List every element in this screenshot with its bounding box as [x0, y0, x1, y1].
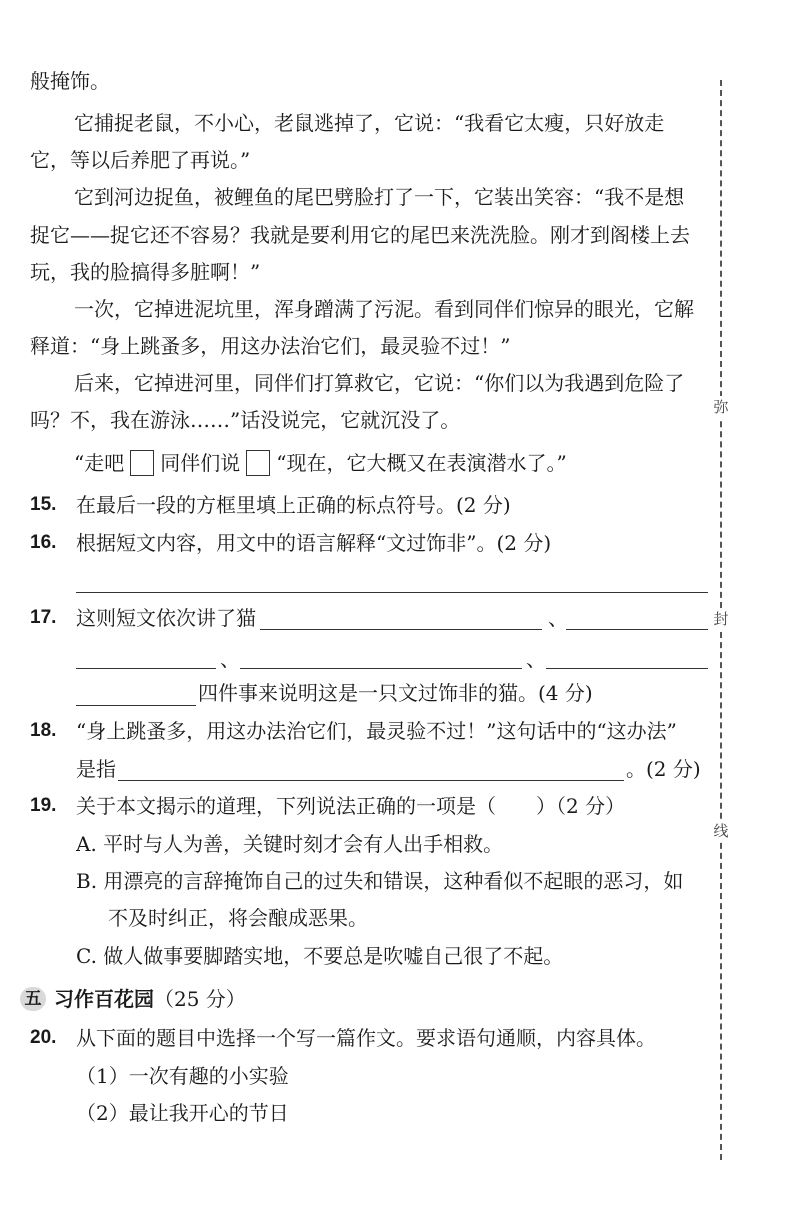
essay-option-2: （2）最让我开心的节日 — [76, 1101, 289, 1125]
answer-line[interactable] — [76, 668, 216, 669]
passage-line: 吗？不，我在游泳……”话没说完，它就沉没了。 — [30, 408, 461, 432]
passage-last-line — [74, 448, 567, 478]
option-a[interactable]: A. 平时与人为善，关键时刻才会有人出手相救。 — [76, 832, 504, 856]
passage-line: 后来，它掉进河里，同伴们打算救它，它说：“你们以为我遇到危险了 — [74, 371, 685, 395]
question-number: 17. — [30, 607, 57, 628]
passage-line: 它到河边捉鱼，被鲤鱼的尾巴劈脸打了一下，它装出笑容：“我不是想 — [74, 185, 685, 209]
passage-text: 同伴们说 — [160, 451, 241, 475]
option-b-continued: 不及时纠正，将会酿成恶果。 — [108, 906, 368, 930]
question-number: 16. — [30, 532, 57, 553]
separator: 、 — [548, 606, 568, 630]
passage-line: 它捕捉老鼠，不小心，老鼠逃掉了，它说：“我看它太瘦，只好放走 — [74, 111, 665, 135]
section-title-text: 习作百花园 — [54, 989, 154, 1011]
question-text: 关于本文揭示的道理，下列说法正确的一项是（ ）（2 分） — [76, 794, 626, 818]
passage-line: 玩，我的脸搞得多脏啊！” — [30, 260, 261, 284]
seal-label: 线 — [710, 820, 732, 842]
question-text: 在最后一段的方框里填上正确的标点符号。(2 分) — [76, 493, 511, 517]
section-badge: 五 — [20, 987, 46, 1011]
essay-option-1: （1）一次有趣的小实验 — [76, 1064, 289, 1088]
question-number: 15. — [30, 494, 57, 515]
answer-line[interactable] — [118, 780, 624, 781]
question-number: 20. — [30, 1027, 57, 1048]
answer-line[interactable] — [260, 629, 542, 630]
answer-line[interactable] — [76, 592, 708, 593]
question-text: 从下面的题目中选择一个写一篇作文。要求语句通顺，内容具体。 — [76, 1026, 656, 1050]
score-text: 。(2 分) — [626, 757, 701, 781]
passage-text: “现在，它大概又在表演潜水了。” — [276, 451, 567, 475]
question-text: 是指 — [76, 757, 116, 781]
question-text: “身上跳蚤多，用这办法治它们，最灵验不过！”这句话中的“这办法” — [76, 719, 677, 743]
answer-line[interactable] — [546, 668, 708, 669]
question-number: 18. — [30, 720, 57, 741]
option-c[interactable]: C. 做人做事要脚踏实地，不要总是吹嘘自己很了不起。 — [76, 944, 564, 968]
answer-line[interactable] — [566, 629, 708, 630]
passage-line: 一次，它掉进泥坑里，浑身蹭满了污泥。看到同伴们惊异的眼光，它解 — [74, 297, 694, 321]
section-score: （25 分） — [154, 987, 246, 1011]
seal-label: 封 — [710, 608, 732, 630]
passage-text: “走吧 — [74, 451, 125, 475]
answer-line[interactable] — [76, 705, 196, 706]
seal-label: 弥 — [710, 396, 732, 418]
passage-line: 它，等以后养肥了再说。” — [30, 148, 251, 172]
separator: 、 — [220, 647, 240, 671]
question-number: 19. — [30, 795, 57, 816]
question-text: 根据短文内容，用文中的语言解释“文过饰非”。(2 分) — [76, 531, 552, 555]
punctuation-blank-box[interactable] — [130, 450, 154, 476]
option-b[interactable]: B. 用漂亮的言辞掩饰自己的过失和错误，这种看似不起眼的恶习，如 — [76, 869, 684, 893]
answer-line[interactable] — [240, 668, 522, 669]
separator: 、 — [526, 647, 546, 671]
question-text: 这则短文依次讲了猫 — [76, 606, 256, 630]
question-text: 四件事来说明这是一只文过饰非的猫。(4 分) — [198, 681, 593, 705]
passage-line: 释道：“身上跳蚤多，用这办法治它们，最灵验不过！” — [30, 334, 511, 358]
punctuation-blank-box[interactable] — [246, 450, 270, 476]
section-title — [54, 984, 246, 1015]
passage-line: 捉它——捉它还不容易？我就是要利用它的尾巴来洗洗脸。刚才到阁楼上去 — [30, 223, 690, 247]
passage-line: 般掩饰。 — [30, 69, 110, 93]
